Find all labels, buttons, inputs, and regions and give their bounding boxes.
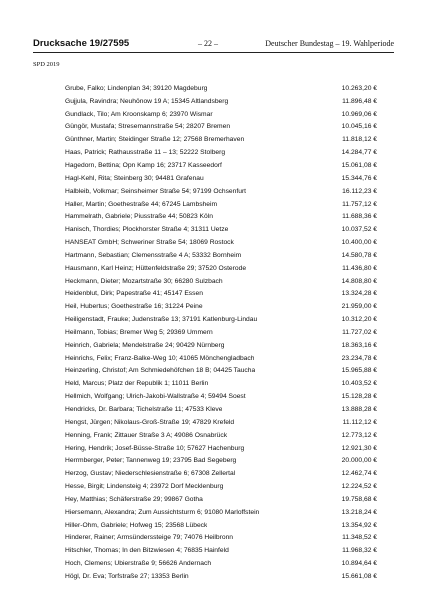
donation-amount: 15.661,08 €	[341, 572, 377, 580]
donor-name-address: Heinrichs, Felix; Franz-Balke-Weg 10; 41065 Mönchengladbach	[65, 354, 255, 362]
page-header	[33, 38, 394, 53]
donation-amount: 23.234,78 €	[341, 354, 377, 362]
list-item	[65, 223, 377, 236]
donation-amount: 10.263,20 €	[341, 84, 377, 92]
donation-list	[65, 82, 377, 583]
list-item	[65, 172, 377, 185]
donor-name-address: Heinrich, Gabriela; Mendelstraße 24; 90429 Nürnberg	[65, 341, 225, 349]
donation-amount: 11.968,32 €	[342, 547, 377, 555]
donation-amount: 11.818,12 €	[342, 136, 377, 144]
list-item	[65, 506, 377, 519]
donation-amount: 14.580,78 €	[341, 251, 377, 259]
donor-name-address: Hagedorn, Bettina; Opn Kamp 16; 23717 Kasseedorf	[65, 161, 222, 169]
list-item	[65, 339, 377, 352]
donor-name-address: Hiller-Ohm, Gabriele; Hofweg 15; 23568 Lübeck	[65, 521, 208, 529]
donation-amount: 13.218,24 €	[341, 508, 377, 516]
list-item	[65, 236, 377, 249]
donation-amount: 10.969,06 €	[341, 110, 377, 118]
donation-amount: 15.965,88 €	[341, 367, 377, 375]
donation-amount: 14.808,80 €	[341, 277, 377, 285]
donation-amount: 14.284,77 €	[341, 149, 377, 157]
donor-name-address: Henning, Frank; Zittauer Straße 3 A; 49086 Osnabrück	[65, 431, 228, 439]
donor-name-address: Heiligenstadt, Frauke; Judenstraße 13; 37191 Katlenburg-Lindau	[65, 316, 258, 324]
donation-amount: 20.000,00 €	[341, 457, 377, 465]
donor-name-address: Hinderer, Rainer; Armsünderssteige 79; 74076 Heilbronn	[65, 534, 234, 542]
donation-amount: 10.894,64 €	[341, 560, 377, 568]
donor-name-address: Hausmann, Karl Heinz; Hüttenfeldstraße 29; 37520 Osterode	[65, 264, 247, 272]
list-item	[65, 146, 377, 159]
donation-amount: 10.400,00 €	[341, 239, 377, 247]
donation-amount: 10.045,16 €	[341, 123, 377, 131]
donor-name-address: Hering, Hendrik; Josef-Büsse-Straße 10; 57627 Hachenburg	[65, 444, 245, 452]
list-item	[65, 313, 377, 326]
list-item	[65, 416, 377, 429]
donation-amount: 21.959,00 €	[341, 303, 377, 311]
donation-amount: 13.888,28 €	[341, 406, 377, 414]
list-item	[65, 493, 377, 506]
donation-amount: 15.128,28 €	[341, 393, 377, 401]
donor-name-address: Held, Marcus; Platz der Republik 1; 11011 Berlin	[65, 380, 209, 388]
list-item	[65, 429, 377, 442]
parliament-label: Deutscher Bundestag – 19. Wahlperiode	[265, 39, 394, 48]
donor-name-address: Hellmich, Wolfgang; Ulrich-Jakobi-Wallstraße 4; 59494 Soest	[65, 393, 246, 401]
list-item	[65, 249, 377, 262]
donor-name-address: Hammelrath, Gabriele; Piusstraße 44; 50823 Köln	[65, 213, 213, 221]
list-item	[65, 454, 377, 467]
list-item	[65, 198, 377, 211]
list-item	[65, 275, 377, 288]
donor-name-address: Heil, Hubertus; Goethestraße 16; 31224 Peine	[65, 303, 203, 311]
donor-name-address: Haas, Patrick; Rathausstraße 11 – 13; 52222 Stolberg	[65, 149, 226, 157]
donor-name-address: Hagl-Kehl, Rita; Steinberg 30; 94481 Grafenau	[65, 174, 204, 182]
donor-name-address: Hendricks, Dr. Barbara; Tichelstraße 11; 47533 Kleve	[65, 406, 223, 414]
donor-name-address: Heinzerling, Christof; Am Schmiedehöfchen 18 B; 04425 Taucha	[65, 367, 256, 375]
list-item	[65, 82, 377, 95]
list-item	[65, 288, 377, 301]
donation-amount: 11.436,80 €	[342, 264, 377, 272]
donor-name-address: Heidenblut, Dirk; Papestraße 41; 45147 Essen	[65, 290, 203, 298]
donor-name-address: Hesse, Birgit; Lindensteig 4; 23972 Dorf Mecklenburg	[65, 483, 224, 491]
donation-amount: 11.112,12 €	[342, 418, 377, 426]
list-item	[65, 108, 377, 121]
document-number	[33, 38, 129, 49]
list-item	[65, 326, 377, 339]
donor-name-address: Hey, Matthias; Schäferstraße 29; 99867 Gotha	[65, 495, 203, 503]
list-item	[65, 377, 377, 390]
donation-amount: 11.688,36 €	[342, 213, 377, 221]
donation-amount: 11.757,12 €	[342, 200, 377, 208]
donation-amount: 15.344,76 €	[341, 174, 377, 182]
list-item	[65, 133, 377, 146]
donor-name-address: Högl, Dr. Eva; Torfstraße 27; 13353 Berlin	[65, 572, 189, 580]
list-item	[65, 480, 377, 493]
donor-name-address: Hiersemann, Alexandra; Zum Aussichtsturm 6; 91080 Marloffstein	[65, 508, 260, 516]
donor-name-address: Herrmberger, Peter; Tannenweg 19; 23795 Bad Segeberg	[65, 457, 237, 465]
donation-amount: 10.037,52 €	[341, 226, 377, 234]
donor-name-address: Heckmann, Dieter; Mozartstraße 30; 66280 Sulzbach	[65, 277, 223, 285]
donor-name-address: Haller, Martin; Goethestraße 44; 67245 Lambsheim	[65, 200, 218, 208]
donation-amount: 11.348,52 €	[342, 534, 377, 542]
document-number-value: 27595	[102, 38, 130, 49]
list-item	[65, 467, 377, 480]
donation-amount: 19.758,68 €	[341, 495, 377, 503]
donor-name-address: Hanisch, Thordies; Plockhorster Straße 4; 31311 Uetze	[65, 226, 229, 234]
section-label: SPD 2019	[33, 61, 60, 68]
list-item	[65, 210, 377, 223]
list-item	[65, 519, 377, 532]
document-type-label: Drucksache 19/	[33, 38, 103, 49]
donor-name-address: Grube, Falko; Lindenplan 34; 39120 Magdeburg	[65, 84, 208, 92]
list-item	[65, 570, 377, 583]
donor-name-address: Heilmann, Tobias; Bremer Weg 5; 29369 Ummern	[65, 328, 213, 336]
donation-amount: 12.773,12 €	[341, 431, 377, 439]
donor-name-address: Gujjula, Ravindra; Neuhönow 19 A; 15345 Altlandsberg	[65, 97, 229, 105]
list-item	[65, 121, 377, 134]
donation-amount: 10.312,20 €	[341, 316, 377, 324]
donor-name-address: Güngör, Mustafa; Stresemannstraße 54; 28207 Bremen	[65, 123, 231, 131]
page-number: – 22 –	[198, 39, 218, 48]
list-item	[65, 544, 377, 557]
donor-name-address: HANSEAT GmbH; Schweriner Straße 54; 18069 Rostock	[65, 239, 234, 247]
list-item	[65, 403, 377, 416]
list-item	[65, 365, 377, 378]
list-item	[65, 185, 377, 198]
list-item	[65, 262, 377, 275]
list-item	[65, 95, 377, 108]
list-item	[65, 390, 377, 403]
list-item	[65, 442, 377, 455]
donation-amount: 13.354,92 €	[341, 521, 377, 529]
list-item	[65, 300, 377, 313]
list-item	[65, 557, 377, 570]
donation-amount: 11.727,02 €	[342, 328, 377, 336]
donation-amount: 12.462,74 €	[341, 470, 377, 478]
donor-name-address: Hitschler, Thomas; In den Bitzwiesen 4; 76835 Hainfeld	[65, 547, 229, 555]
donor-name-address: Hartmann, Sebastian; Clemensstraße 4 A; 53332 Bornheim	[65, 251, 242, 259]
donor-name-address: Hengst, Jürgen; Nikolaus-Groß-Straße 19; 47829 Krefeld	[65, 418, 235, 426]
list-item	[65, 159, 377, 172]
donation-amount: 10.403,52 €	[341, 380, 377, 388]
donation-amount: 12.921,30 €	[341, 444, 377, 452]
donor-name-address: Herzog, Gustav; Niederschlesienstraße 6; 67308 Zellertal	[65, 470, 236, 478]
list-item	[65, 352, 377, 365]
list-item	[65, 532, 377, 545]
donation-amount: 15.061,08 €	[341, 161, 377, 169]
donation-amount: 12.224,52 €	[341, 483, 377, 491]
donor-name-address: Halbleib, Volkmar; Seinsheimer Straße 54; 97199 Ochsenfurt	[65, 187, 247, 195]
donor-name-address: Gundlack, Tilo; Am Kroonskamp 6; 23970 Wismar	[65, 110, 213, 118]
donor-name-address: Günthner, Martin; Steidinger Straße 12; 27568 Bremerhaven	[65, 136, 245, 144]
donation-amount: 13.324,28 €	[341, 290, 377, 298]
donation-amount: 18.363,16 €	[341, 341, 377, 349]
donor-name-address: Hoch, Clemens; Ubierstraße 9; 56626 Andernach	[65, 560, 212, 568]
donation-amount: 11.896,48 €	[342, 97, 377, 105]
donation-amount: 16.112,23 €	[342, 187, 377, 195]
